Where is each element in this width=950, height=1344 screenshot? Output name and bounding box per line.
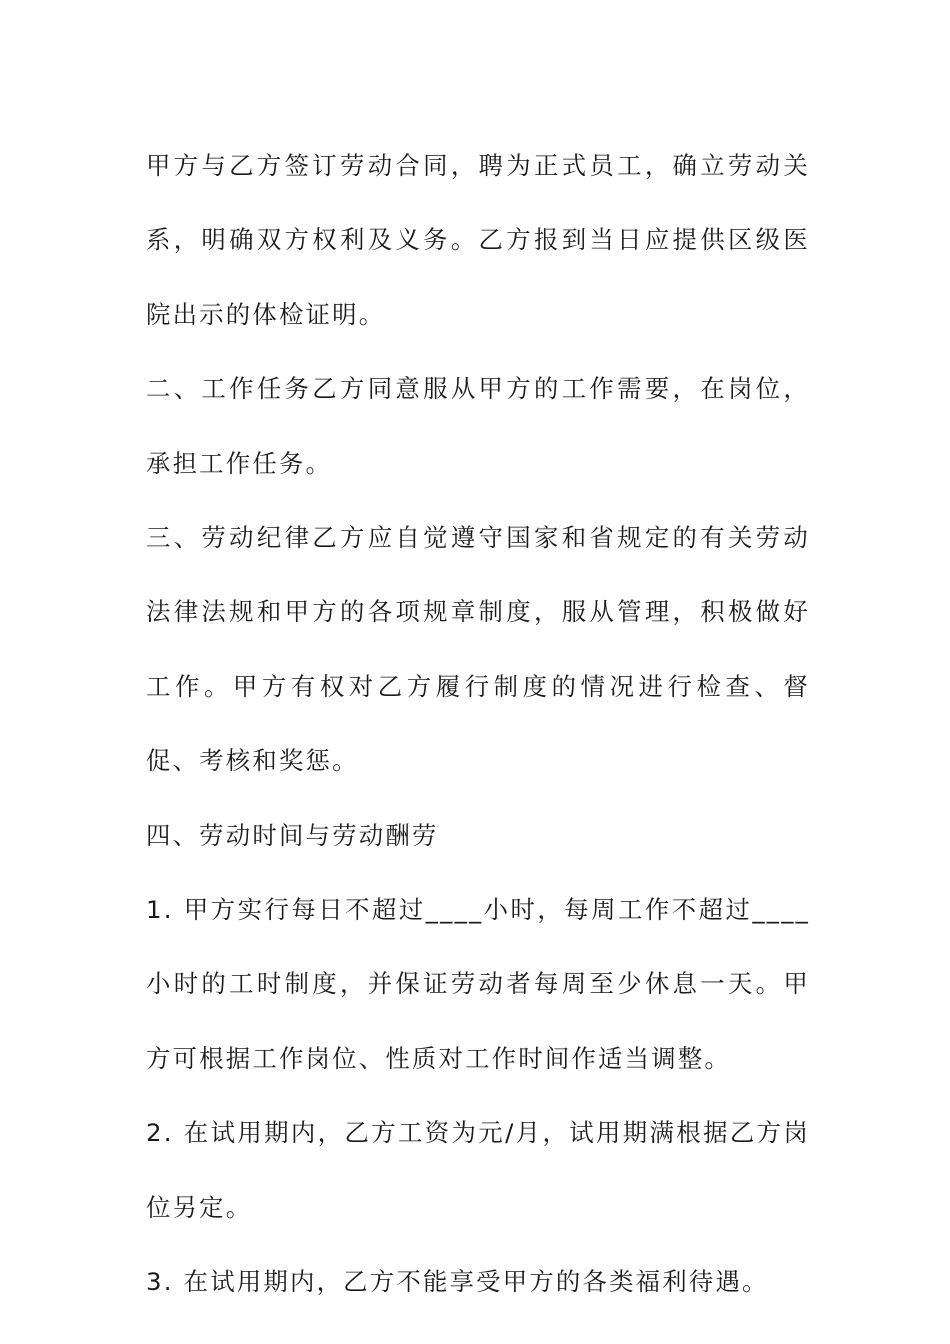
paragraph-probation-salary: 2. 在试用期内，乙方工资为元/月，试用期满根据乙方岗位另定。 [146,1118,810,1222]
paragraph-working-hours: 1. 甲方实行每日不超过____小时，每周工作不超过____小时的工时制度，并保证劳动者每周至少休息一天。甲方可根据工作岗位、性质对工作时间作适当调整。 [146,895,810,1073]
paragraph-probation-benefits: 3. 在试用期内，乙方不能享受甲方的各类福利待遇。 [146,1267,769,1297]
section-heading-work-time-pay: 四、劳动时间与劳动酬劳 [146,820,439,850]
paragraph-labor-discipline: 三、劳动纪律乙方应自觉遵守国家和省规定的有关劳动法律法规和甲方的各项规章制度，服从管理，积极做好工作。甲方有权对乙方履行制度的情况进行检查、督促、考核和奖惩。 [146,523,810,776]
paragraph-contract-signing: 甲方与乙方签订劳动合同，聘为正式员工，确立劳动关系，明确双方权利及义务。乙方报到当日应提供区级医院出示的体检证明。 [146,151,810,329]
document-body [146,129,810,1320]
paragraph-work-tasks: 二、工作任务乙方同意服从甲方的工作需要，在岗位，承担工作任务。 [146,374,810,478]
